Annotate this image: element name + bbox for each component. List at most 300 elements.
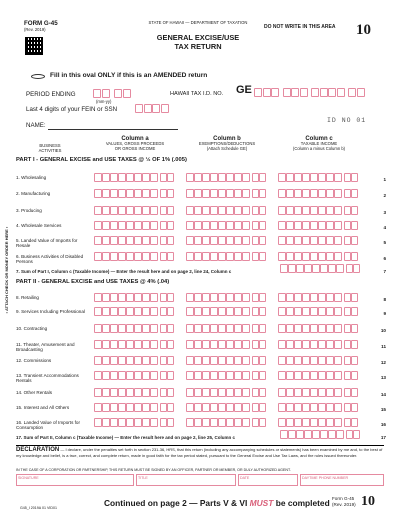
- digit-cell[interactable]: [186, 340, 194, 349]
- digit-cell[interactable]: [134, 252, 142, 261]
- digit-cell[interactable]: [142, 418, 150, 427]
- digit-cell[interactable]: [326, 221, 334, 230]
- digit-cell[interactable]: [278, 293, 286, 302]
- digit-cell[interactable]: [142, 252, 150, 261]
- digit-cell[interactable]: [118, 221, 126, 230]
- cents-cell[interactable]: [351, 173, 358, 182]
- digit-cell[interactable]: [302, 388, 310, 397]
- digit-cell[interactable]: [334, 252, 342, 261]
- digit-cell[interactable]: [336, 430, 344, 439]
- cents-cell[interactable]: [167, 418, 174, 427]
- digit-cell[interactable]: [142, 189, 150, 198]
- digit-cell[interactable]: [218, 173, 226, 182]
- part1-row-4-col-c[interactable]: [278, 221, 358, 230]
- cents-cell[interactable]: [344, 206, 351, 215]
- cents-cell[interactable]: [160, 307, 167, 316]
- digit-cell[interactable]: [280, 430, 288, 439]
- digit-cell[interactable]: [242, 371, 250, 380]
- digit-cell[interactable]: [102, 173, 110, 182]
- digit-cell[interactable]: [302, 403, 310, 412]
- digit-cell[interactable]: [186, 293, 194, 302]
- digit-cell[interactable]: [302, 293, 310, 302]
- digit-cell[interactable]: [126, 324, 134, 333]
- digit-cell[interactable]: [186, 418, 194, 427]
- digit-cell[interactable]: [210, 221, 218, 230]
- digit-cell[interactable]: [294, 293, 302, 302]
- digit-cell[interactable]: [242, 324, 250, 333]
- digit-cell[interactable]: [202, 189, 210, 198]
- digit-cell[interactable]: [226, 307, 234, 316]
- digit-cell[interactable]: [278, 173, 286, 182]
- cents-cell[interactable]: [252, 356, 259, 365]
- digit-cell[interactable]: [194, 403, 202, 412]
- digit-cell[interactable]: [102, 206, 110, 215]
- digit-cell[interactable]: [288, 264, 296, 273]
- digit-cell[interactable]: [126, 189, 134, 198]
- cents-cell[interactable]: [160, 340, 167, 349]
- digit-cell[interactable]: [318, 189, 326, 198]
- digit-cell[interactable]: [202, 206, 210, 215]
- digit-cell[interactable]: [202, 324, 210, 333]
- digit-cell[interactable]: [304, 264, 312, 273]
- digit-cell[interactable]: [110, 307, 118, 316]
- digit-cell[interactable]: [150, 340, 158, 349]
- cents-cell[interactable]: [344, 403, 351, 412]
- digit-cell[interactable]: [242, 307, 250, 316]
- digit-cell[interactable]: [94, 206, 102, 215]
- part1-row-1-col-c[interactable]: [278, 173, 358, 182]
- digit-cell[interactable]: [150, 189, 158, 198]
- digit-cell[interactable]: [278, 236, 286, 245]
- cents-cell[interactable]: [353, 264, 360, 273]
- digit-cell[interactable]: [234, 236, 242, 245]
- digit-cell[interactable]: [334, 173, 342, 182]
- digit-cell[interactable]: [310, 324, 318, 333]
- digit-cell[interactable]: [102, 324, 110, 333]
- digit-cell[interactable]: [318, 418, 326, 427]
- cents-cell[interactable]: [167, 236, 174, 245]
- cents-cell[interactable]: [259, 356, 266, 365]
- digit-cell[interactable]: [286, 340, 294, 349]
- digit-cell[interactable]: [150, 252, 158, 261]
- digit-cell[interactable]: [278, 221, 286, 230]
- digit-cell[interactable]: [234, 206, 242, 215]
- digit-cell[interactable]: [310, 371, 318, 380]
- part1-row-2-col-c[interactable]: [278, 189, 358, 198]
- cents-cell[interactable]: [160, 221, 167, 230]
- digit-cell[interactable]: [302, 307, 310, 316]
- digit-cell[interactable]: [202, 236, 210, 245]
- digit-cell[interactable]: [142, 388, 150, 397]
- part2-row-9-col-a[interactable]: [94, 307, 174, 316]
- part2-row-13-col-b[interactable]: [186, 371, 266, 380]
- cents-cell[interactable]: [259, 173, 266, 182]
- digit-cell[interactable]: [186, 356, 194, 365]
- digit-cell[interactable]: [134, 356, 142, 365]
- digit-cell[interactable]: [110, 371, 118, 380]
- digit-cell[interactable]: [286, 403, 294, 412]
- digit-cell[interactable]: [278, 206, 286, 215]
- digit-cell[interactable]: [242, 340, 250, 349]
- digit-cell[interactable]: [278, 388, 286, 397]
- digit-cell[interactable]: [150, 356, 158, 365]
- digit-cell[interactable]: [326, 388, 334, 397]
- cents-cell[interactable]: [160, 236, 167, 245]
- part1-row-6-col-c[interactable]: [278, 252, 358, 261]
- digit-cell[interactable]: [286, 206, 294, 215]
- digit-cell[interactable]: [210, 189, 218, 198]
- cents-cell[interactable]: [351, 307, 358, 316]
- part1-row-6-col-b[interactable]: [186, 252, 266, 261]
- digit-cell[interactable]: [242, 236, 250, 245]
- part2-row-12-col-a[interactable]: [94, 356, 174, 365]
- digit-cell[interactable]: [110, 340, 118, 349]
- digit-cell[interactable]: [110, 403, 118, 412]
- digit-cell[interactable]: [126, 403, 134, 412]
- cents-cell[interactable]: [351, 252, 358, 261]
- digit-cell[interactable]: [102, 221, 110, 230]
- digit-cell[interactable]: [326, 371, 334, 380]
- cents-cell[interactable]: [353, 430, 360, 439]
- digit-cell[interactable]: [118, 418, 126, 427]
- digit-cell[interactable]: [286, 189, 294, 198]
- digit-cell[interactable]: [318, 324, 326, 333]
- digit-cell[interactable]: [310, 403, 318, 412]
- digit-cell[interactable]: [150, 371, 158, 380]
- cents-cell[interactable]: [344, 221, 351, 230]
- digit-cell[interactable]: [110, 418, 118, 427]
- cents-cell[interactable]: [259, 418, 266, 427]
- digit-cell[interactable]: [94, 340, 102, 349]
- digit-cell[interactable]: [226, 388, 234, 397]
- cents-cell[interactable]: [259, 388, 266, 397]
- digit-cell[interactable]: [218, 307, 226, 316]
- digit-cell[interactable]: [186, 324, 194, 333]
- digit-cell[interactable]: [150, 173, 158, 182]
- digit-cell[interactable]: [102, 189, 110, 198]
- digit-cell[interactable]: [102, 340, 110, 349]
- digit-cell[interactable]: [294, 403, 302, 412]
- digit-cell[interactable]: [194, 356, 202, 365]
- fein-field[interactable]: [135, 104, 169, 113]
- digit-cell[interactable]: [94, 371, 102, 380]
- digit-cell[interactable]: [202, 252, 210, 261]
- digit-cell[interactable]: [194, 236, 202, 245]
- cents-cell[interactable]: [160, 403, 167, 412]
- cents-cell[interactable]: [351, 356, 358, 365]
- digit-cell[interactable]: [234, 356, 242, 365]
- digit-cell[interactable]: [226, 189, 234, 198]
- digit-cell[interactable]: [134, 221, 142, 230]
- digit-cell[interactable]: [218, 206, 226, 215]
- cents-cell[interactable]: [252, 340, 259, 349]
- digit-cell[interactable]: [302, 324, 310, 333]
- digit-cell[interactable]: [286, 356, 294, 365]
- digit-cell[interactable]: [126, 388, 134, 397]
- digit-cell[interactable]: [202, 371, 210, 380]
- digit-cell[interactable]: [226, 403, 234, 412]
- part1-row-5-col-c[interactable]: [278, 236, 358, 245]
- cents-cell[interactable]: [344, 418, 351, 427]
- digit-cell[interactable]: [94, 189, 102, 198]
- digit-cell[interactable]: [134, 388, 142, 397]
- cents-cell[interactable]: [344, 173, 351, 182]
- digit-cell[interactable]: [126, 236, 134, 245]
- digit-cell[interactable]: [186, 388, 194, 397]
- digit-cell[interactable]: [118, 371, 126, 380]
- cents-cell[interactable]: [344, 252, 351, 261]
- digit-cell[interactable]: [150, 236, 158, 245]
- digit-cell[interactable]: [194, 340, 202, 349]
- digit-cell[interactable]: [210, 173, 218, 182]
- digit-cell[interactable]: [302, 340, 310, 349]
- digit-cell[interactable]: [118, 206, 126, 215]
- digit-cell[interactable]: [210, 206, 218, 215]
- digit-cell[interactable]: [328, 430, 336, 439]
- digit-cell[interactable]: [294, 189, 302, 198]
- cents-cell[interactable]: [351, 324, 358, 333]
- digit-cell[interactable]: [134, 403, 142, 412]
- digit-cell[interactable]: [194, 206, 202, 215]
- digit-cell[interactable]: [286, 388, 294, 397]
- digit-cell[interactable]: [234, 307, 242, 316]
- part1-row-1-col-a[interactable]: [94, 173, 174, 182]
- cents-cell[interactable]: [167, 252, 174, 261]
- cents-cell[interactable]: [252, 236, 259, 245]
- cents-cell[interactable]: [160, 371, 167, 380]
- digit-cell[interactable]: [234, 388, 242, 397]
- digit-cell[interactable]: [194, 388, 202, 397]
- digit-cell[interactable]: [310, 189, 318, 198]
- digit-cell[interactable]: [336, 264, 344, 273]
- digit-cell[interactable]: [142, 221, 150, 230]
- digit-cell[interactable]: [186, 371, 194, 380]
- cents-cell[interactable]: [160, 293, 167, 302]
- digit-cell[interactable]: [318, 371, 326, 380]
- cents-cell[interactable]: [351, 189, 358, 198]
- digit-cell[interactable]: [202, 403, 210, 412]
- part2-row-10-col-c[interactable]: [278, 324, 358, 333]
- cents-cell[interactable]: [167, 403, 174, 412]
- signature-field[interactable]: [16, 474, 134, 486]
- digit-cell[interactable]: [102, 236, 110, 245]
- digit-cell[interactable]: [118, 403, 126, 412]
- period-ending-field[interactable]: [93, 89, 131, 98]
- cents-cell[interactable]: [252, 307, 259, 316]
- digit-cell[interactable]: [326, 340, 334, 349]
- digit-cell[interactable]: [202, 173, 210, 182]
- digit-cell[interactable]: [94, 173, 102, 182]
- digit-cell[interactable]: [334, 403, 342, 412]
- part2-row-16-col-b[interactable]: [186, 418, 266, 427]
- digit-cell[interactable]: [102, 356, 110, 365]
- digit-cell[interactable]: [294, 371, 302, 380]
- digit-cell[interactable]: [118, 189, 126, 198]
- digit-cell[interactable]: [242, 206, 250, 215]
- cents-cell[interactable]: [167, 189, 174, 198]
- digit-cell[interactable]: [94, 252, 102, 261]
- digit-cell[interactable]: [310, 307, 318, 316]
- digit-cell[interactable]: [142, 307, 150, 316]
- digit-cell[interactable]: [126, 221, 134, 230]
- digit-cell[interactable]: [194, 371, 202, 380]
- cents-cell[interactable]: [344, 236, 351, 245]
- cents-cell[interactable]: [344, 388, 351, 397]
- digit-cell[interactable]: [286, 221, 294, 230]
- digit-cell[interactable]: [210, 418, 218, 427]
- phone-field[interactable]: [300, 474, 384, 486]
- cents-cell[interactable]: [160, 206, 167, 215]
- part2-row-9-col-b[interactable]: [186, 307, 266, 316]
- digit-cell[interactable]: [278, 340, 286, 349]
- cents-cell[interactable]: [351, 236, 358, 245]
- digit-cell[interactable]: [234, 293, 242, 302]
- digit-cell[interactable]: [102, 388, 110, 397]
- digit-cell[interactable]: [102, 418, 110, 427]
- part2-row-8-col-b[interactable]: [186, 293, 266, 302]
- digit-cell[interactable]: [278, 189, 286, 198]
- digit-cell[interactable]: [294, 356, 302, 365]
- digit-cell[interactable]: [194, 252, 202, 261]
- cents-cell[interactable]: [259, 403, 266, 412]
- digit-cell[interactable]: [320, 264, 328, 273]
- digit-cell[interactable]: [218, 403, 226, 412]
- digit-cell[interactable]: [186, 307, 194, 316]
- digit-cell[interactable]: [142, 173, 150, 182]
- digit-cell[interactable]: [94, 221, 102, 230]
- part2-row-9-col-c[interactable]: [278, 307, 358, 316]
- digit-cell[interactable]: [218, 221, 226, 230]
- digit-cell[interactable]: [294, 206, 302, 215]
- digit-cell[interactable]: [234, 189, 242, 198]
- digit-cell[interactable]: [118, 173, 126, 182]
- cents-cell[interactable]: [160, 173, 167, 182]
- digit-cell[interactable]: [226, 252, 234, 261]
- digit-cell[interactable]: [302, 356, 310, 365]
- part2-row-8-col-c[interactable]: [278, 293, 358, 302]
- digit-cell[interactable]: [150, 293, 158, 302]
- cents-cell[interactable]: [167, 307, 174, 316]
- digit-cell[interactable]: [310, 340, 318, 349]
- digit-cell[interactable]: [326, 403, 334, 412]
- digit-cell[interactable]: [334, 189, 342, 198]
- digit-cell[interactable]: [334, 371, 342, 380]
- cents-cell[interactable]: [160, 252, 167, 261]
- cents-cell[interactable]: [252, 403, 259, 412]
- cents-cell[interactable]: [259, 252, 266, 261]
- digit-cell[interactable]: [310, 206, 318, 215]
- digit-cell[interactable]: [126, 173, 134, 182]
- digit-cell[interactable]: [134, 206, 142, 215]
- cents-cell[interactable]: [344, 189, 351, 198]
- part2-row-12-col-b[interactable]: [186, 356, 266, 365]
- digit-cell[interactable]: [286, 173, 294, 182]
- cents-cell[interactable]: [252, 388, 259, 397]
- cents-cell[interactable]: [346, 264, 353, 273]
- digit-cell[interactable]: [186, 173, 194, 182]
- digit-cell[interactable]: [210, 340, 218, 349]
- digit-cell[interactable]: [242, 221, 250, 230]
- digit-cell[interactable]: [286, 236, 294, 245]
- digit-cell[interactable]: [234, 371, 242, 380]
- digit-cell[interactable]: [294, 340, 302, 349]
- digit-cell[interactable]: [318, 403, 326, 412]
- cents-cell[interactable]: [252, 221, 259, 230]
- digit-cell[interactable]: [278, 307, 286, 316]
- digit-cell[interactable]: [186, 236, 194, 245]
- digit-cell[interactable]: [320, 430, 328, 439]
- digit-cell[interactable]: [318, 221, 326, 230]
- amended-oval[interactable]: [31, 74, 45, 79]
- digit-cell[interactable]: [226, 221, 234, 230]
- digit-cell[interactable]: [142, 293, 150, 302]
- digit-cell[interactable]: [294, 221, 302, 230]
- digit-cell[interactable]: [142, 403, 150, 412]
- cents-cell[interactable]: [351, 418, 358, 427]
- cents-cell[interactable]: [259, 293, 266, 302]
- digit-cell[interactable]: [318, 236, 326, 245]
- name-field[interactable]: [48, 129, 178, 130]
- digit-cell[interactable]: [218, 371, 226, 380]
- digit-cell[interactable]: [102, 403, 110, 412]
- cents-cell[interactable]: [160, 189, 167, 198]
- digit-cell[interactable]: [234, 324, 242, 333]
- cents-cell[interactable]: [167, 293, 174, 302]
- digit-cell[interactable]: [302, 252, 310, 261]
- digit-cell[interactable]: [202, 356, 210, 365]
- cents-cell[interactable]: [252, 418, 259, 427]
- part2-row-14-col-a[interactable]: [94, 388, 174, 397]
- digit-cell[interactable]: [286, 371, 294, 380]
- cents-cell[interactable]: [344, 371, 351, 380]
- date-field[interactable]: [238, 474, 298, 486]
- digit-cell[interactable]: [310, 418, 318, 427]
- digit-cell[interactable]: [242, 388, 250, 397]
- cents-cell[interactable]: [351, 221, 358, 230]
- digit-cell[interactable]: [302, 371, 310, 380]
- digit-cell[interactable]: [334, 236, 342, 245]
- cents-cell[interactable]: [252, 324, 259, 333]
- cents-cell[interactable]: [351, 340, 358, 349]
- digit-cell[interactable]: [218, 189, 226, 198]
- cents-cell[interactable]: [351, 388, 358, 397]
- part2-row-11-col-a[interactable]: [94, 340, 174, 349]
- digit-cell[interactable]: [126, 293, 134, 302]
- digit-cell[interactable]: [110, 324, 118, 333]
- digit-cell[interactable]: [302, 236, 310, 245]
- digit-cell[interactable]: [102, 371, 110, 380]
- cents-cell[interactable]: [344, 293, 351, 302]
- digit-cell[interactable]: [110, 356, 118, 365]
- digit-cell[interactable]: [294, 388, 302, 397]
- digit-cell[interactable]: [280, 264, 288, 273]
- cents-cell[interactable]: [351, 403, 358, 412]
- digit-cell[interactable]: [142, 236, 150, 245]
- digit-cell[interactable]: [142, 356, 150, 365]
- digit-cell[interactable]: [226, 418, 234, 427]
- digit-cell[interactable]: [134, 418, 142, 427]
- digit-cell[interactable]: [326, 356, 334, 365]
- cents-cell[interactable]: [252, 293, 259, 302]
- digit-cell[interactable]: [210, 403, 218, 412]
- digit-cell[interactable]: [150, 403, 158, 412]
- digit-cell[interactable]: [210, 356, 218, 365]
- cents-cell[interactable]: [259, 236, 266, 245]
- part1-row-6-col-a[interactable]: [94, 252, 174, 261]
- digit-cell[interactable]: [326, 189, 334, 198]
- digit-cell[interactable]: [126, 307, 134, 316]
- part2-row-14-col-b[interactable]: [186, 388, 266, 397]
